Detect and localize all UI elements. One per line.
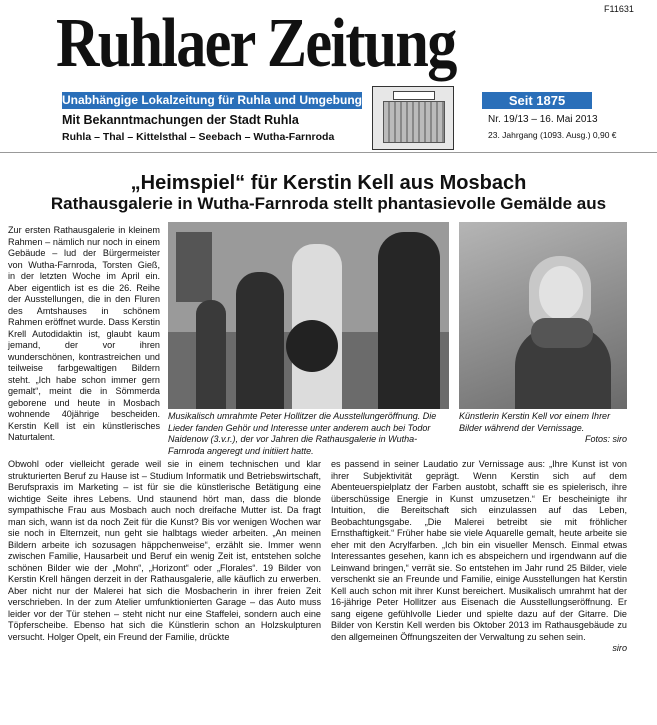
photo1-guitar <box>286 320 338 372</box>
photo1-person-left <box>196 300 226 409</box>
author-signature: siro <box>612 643 627 653</box>
town-seal-image <box>372 86 454 150</box>
announcements-line: Mit Bekanntmachungen der Stadt Ruhla <box>62 113 299 127</box>
photo-caption-1: Musikalisch umrahmte Peter Hollitzer die Ausstellungeröffnung. Die Lieder fanden Gehör und Interesse unter anderem auch bei Todor Naidenow (3.v.r.), der vor Jahren die Rathausgalerie in Wutha-Farnroda angeregt und initiiert hatte. <box>168 411 437 456</box>
issue-number: Nr. 19/13 – 16. Mai 2013 <box>488 114 598 125</box>
photo1-man-right <box>378 232 440 409</box>
photo1-painting <box>176 232 212 302</box>
photo-caption-2 <box>459 411 627 446</box>
tagline-bar: Unabhängige Lokalzeitung für Ruhla und Umgebung <box>62 93 362 107</box>
article-subheadline: Rathausgalerie in Wutha-Farnroda stellt phantasievolle Gemälde aus <box>50 194 607 213</box>
article-column-3 <box>331 459 627 655</box>
article-column-2: Obwohl oder vielleicht gerade weil sie in einem technischen und klar strukturierten Beruf zu Hause ist – Studium Informatik und Betriebswirtschaft, Berufspraxis im Marketing – ist für sie die künstlerische Betätigung eine wichtige Seite ihres Lebens. Und staunend hört man, dass die blonde sympathische Frau aus Mosbach auch noch dreifache Mutter ist. Da fragt man sich, wann ist da noch Zeit für die Kunst? Bis vor wenigen Wochen war sie noch in Elternzeit, nun geht sie halbtags wieder arbeiten. „An meinen Bildern arbeite ich sozusagen häppchenweise“, erzählt sie. Immer wenn zwischen Familie, Hausarbeit und Beruf ein wenig Zeit ist, entstehen solche schönen Bilder wie der „Mohn“, „Horizont“ oder „Florales“. 19 Bilder von Kerstin Krell hängen derzeit in der Rathausgalerie, alle käuflich zu erwerben. Aber nicht nur der Malerei hat sich die Mosbacherin in ihrer freien Zeit verschrieben. In der zum Atelier umfunktionierten Garage – das Auto muss leider vor der Tür stehen – steht nicht nur eine Staffelei, sondern auch eine Töpferscheibe. Ebenso hat sich die Künstlerin schon an Holzskulpturen versucht. Holger Opelt, ein Freund der Familie, drückte <box>8 459 321 642</box>
header-divider <box>0 152 657 153</box>
photo2-scarf <box>531 318 593 348</box>
photo2-face <box>539 266 583 320</box>
caption-2-text: Künstlerin Kerstin Kell vor einem Ihrer Bilder während der Vernissage. <box>459 411 611 433</box>
photo-musicians <box>168 222 449 409</box>
edition-info: 23. Jahrgang (1093. Ausg.) 0,90 € <box>488 130 617 140</box>
seal-banner <box>393 91 435 100</box>
places-line: Ruhla – Thal – Kittelsthal – Seebach – Wutha-Farnroda <box>62 131 335 143</box>
photo1-person-bearded <box>236 272 284 409</box>
since-badge: Seit 1875 <box>482 92 592 109</box>
article-column-1: Zur ersten Rathausgalerie in kleinem Rahmen – nämlich nur noch in einem Gebäude – lud der Bürgermeister von Wutha-Farnroda, Torsten Gieß, in der letzten Woche im April ein. Aber eigentlich ist es die 26. Reihe der Ausstellungen, die in den Fluren des Amtshauses in schönem Rahmen eröffnet wurde. Dass Kerstin Krell Autodidaktin ist, glaubt kaum jemand, der vor ihren wunderschönen, kontrastreichen und teilweise farbgewaltigen Bildern steht. „Ich habe schon immer gern gemalt“, meint die in Sömmerda geborene und heute in Mosbach wohnende 40jährige bescheiden. Kerstin Kell ist ein künstlerisches Naturtalent. <box>8 225 160 442</box>
masthead-title: Ruhlaer Zeitung <box>56 5 456 82</box>
photo-artist <box>459 222 627 409</box>
article-headline: „Heimspiel“ für Kerstin Kell aus Mosbach <box>130 172 527 194</box>
reference-code: F11631 <box>604 4 634 14</box>
photo-credit: Fotos: siro <box>584 434 627 444</box>
seal-scene <box>383 101 445 143</box>
article-column-3-text: es passend in seiner Laudatio zur Vernissage aus: „Ihre Kunst ist von ihrer Subjektivität geprägt. Wenn Kerstin sich auf dem Abenteuerspielplatz der Farben austobt, schafft sie es spielerisch, ihre überschüssige Energie in Kunst umzusetzen.“ Er bescheinigte ihr Intuition, die Bereitschaft sich einzulassen auf das Leben, Beobachtungsgabe. „Die Malerei betreibt sie mit fröhlicher Ernsthaftigkeit.“ Früher habe sie viele Aquarelle gemalt, heute arbeite sie eher mit den Acrylfarben. „Ich bin ein visueller Mensch. Einmal etwas Interessantes gesehen, kann ich es abspeichern und irgendwann auf die Leinwand bringen,“ verrät sie. So entstehen im Jahr rund 25 Bilder, viele verschenkt sie an Freunde und Familie, einige Ausstellungen hat Kerstin Kell auch schon mit ihrer Kunst bereichert. Musikalisch umrahmt hat der 16-jährige Peter Hollitzer aus Eisenach die Ausstellungseröffnung. Er sang eigene gefühlvolle Lieder und spielte dazu auf der Gitarre. Die Bilder von Kerstin Kell werden bis Oktober 2013 im Rathausgebäude zu den allgemeinen Öffnungszeiten der Verwaltung zu sehen sein. <box>331 459 627 642</box>
